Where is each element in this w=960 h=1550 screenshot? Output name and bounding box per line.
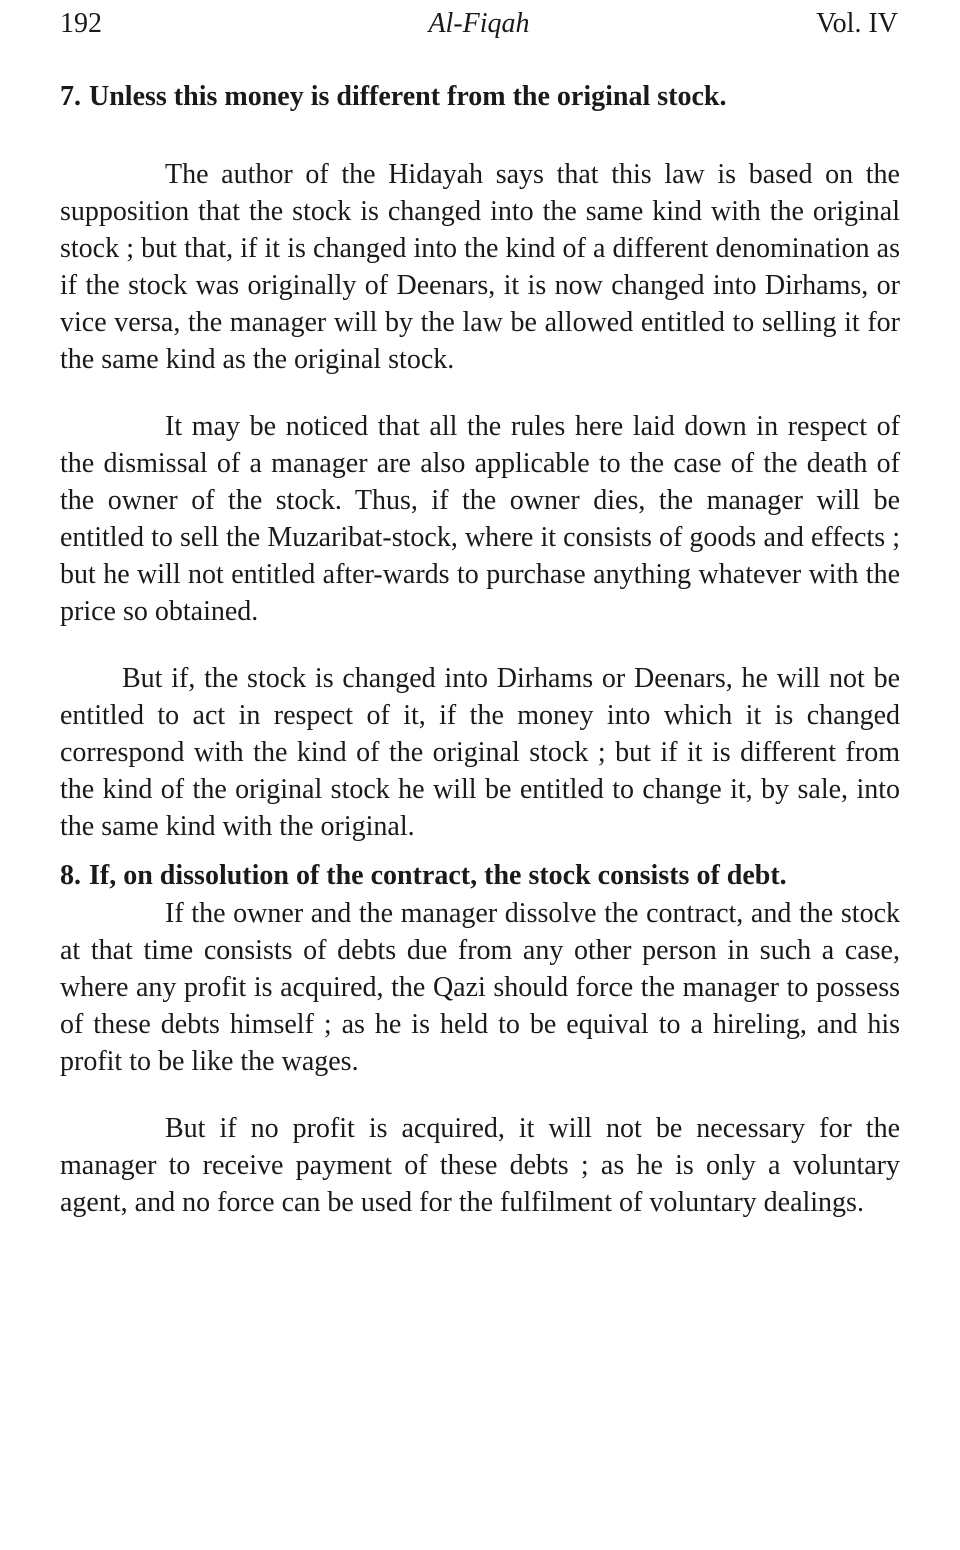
page-number: 192 <box>60 8 102 39</box>
section-7-paragraph-2: It may be noticed that all the rules here laid down in respect of the dismissal of a manager are also applicable to the case of the death of the owner of the stock. Thus, if the owner dies, the manager will be entitled to sell the Muzaribat-stock, where it consists of goods and effects ; but he will not entitled after-wards to purchase anything whatever with the price so obtained. <box>60 411 900 627</box>
page-body <box>60 78 900 1221</box>
volume-label: Vol. IV <box>816 8 898 39</box>
section-8-paragraph-1: If the owner and the manager dissolve the contract, and the stock at that time consists of debts due from any other person in such a case, where any profit is acquired, the Qazi should force the manager to possess of these debts himself ; as he is held to be equival to a hireling, and his profit to be like the wages. <box>60 898 900 1077</box>
section-7-paragraph-1: The author of the Hidayah says that this law is based on the supposition that the stock is changed into the same kind with the original stock ; but that, if it is changed into the kind of a different denomination as if the stock was originally of Deenars, it is now changed into Dirhams, or vice versa, the manager will by the law be allowed entitled to selling it for the same kind as the original stock. <box>60 159 900 375</box>
running-header <box>60 4 898 44</box>
section-8-heading-text: If, on dissolution of the contract, the stock consists of debt. <box>89 860 787 891</box>
section-8-paragraph-2: But if no profit is acquired, it will not be necessary for the manager to receive payment of these debts ; as he is only a voluntary agent, and no force can be used for the fulfilment of voluntary dealings. <box>60 1113 900 1218</box>
book-title: Al-Fiqah <box>428 8 530 39</box>
section-7-heading-text: Unless this money is different from the original stock. <box>89 81 727 112</box>
section-7-paragraph-3: But if, the stock is changed into Dirhams or Deenars, he will not be entitled to act in respect of it, if the money into which it is changed correspond with the kind of the original stock ; but if it is different from the kind of the original stock he will be entitled to change it, by sale, into the same kind with the original. <box>60 663 900 842</box>
section-7-number: 7. <box>60 81 81 112</box>
section-8-number: 8. <box>60 860 81 891</box>
section-8-heading <box>60 857 900 895</box>
section-7-heading <box>60 78 900 116</box>
